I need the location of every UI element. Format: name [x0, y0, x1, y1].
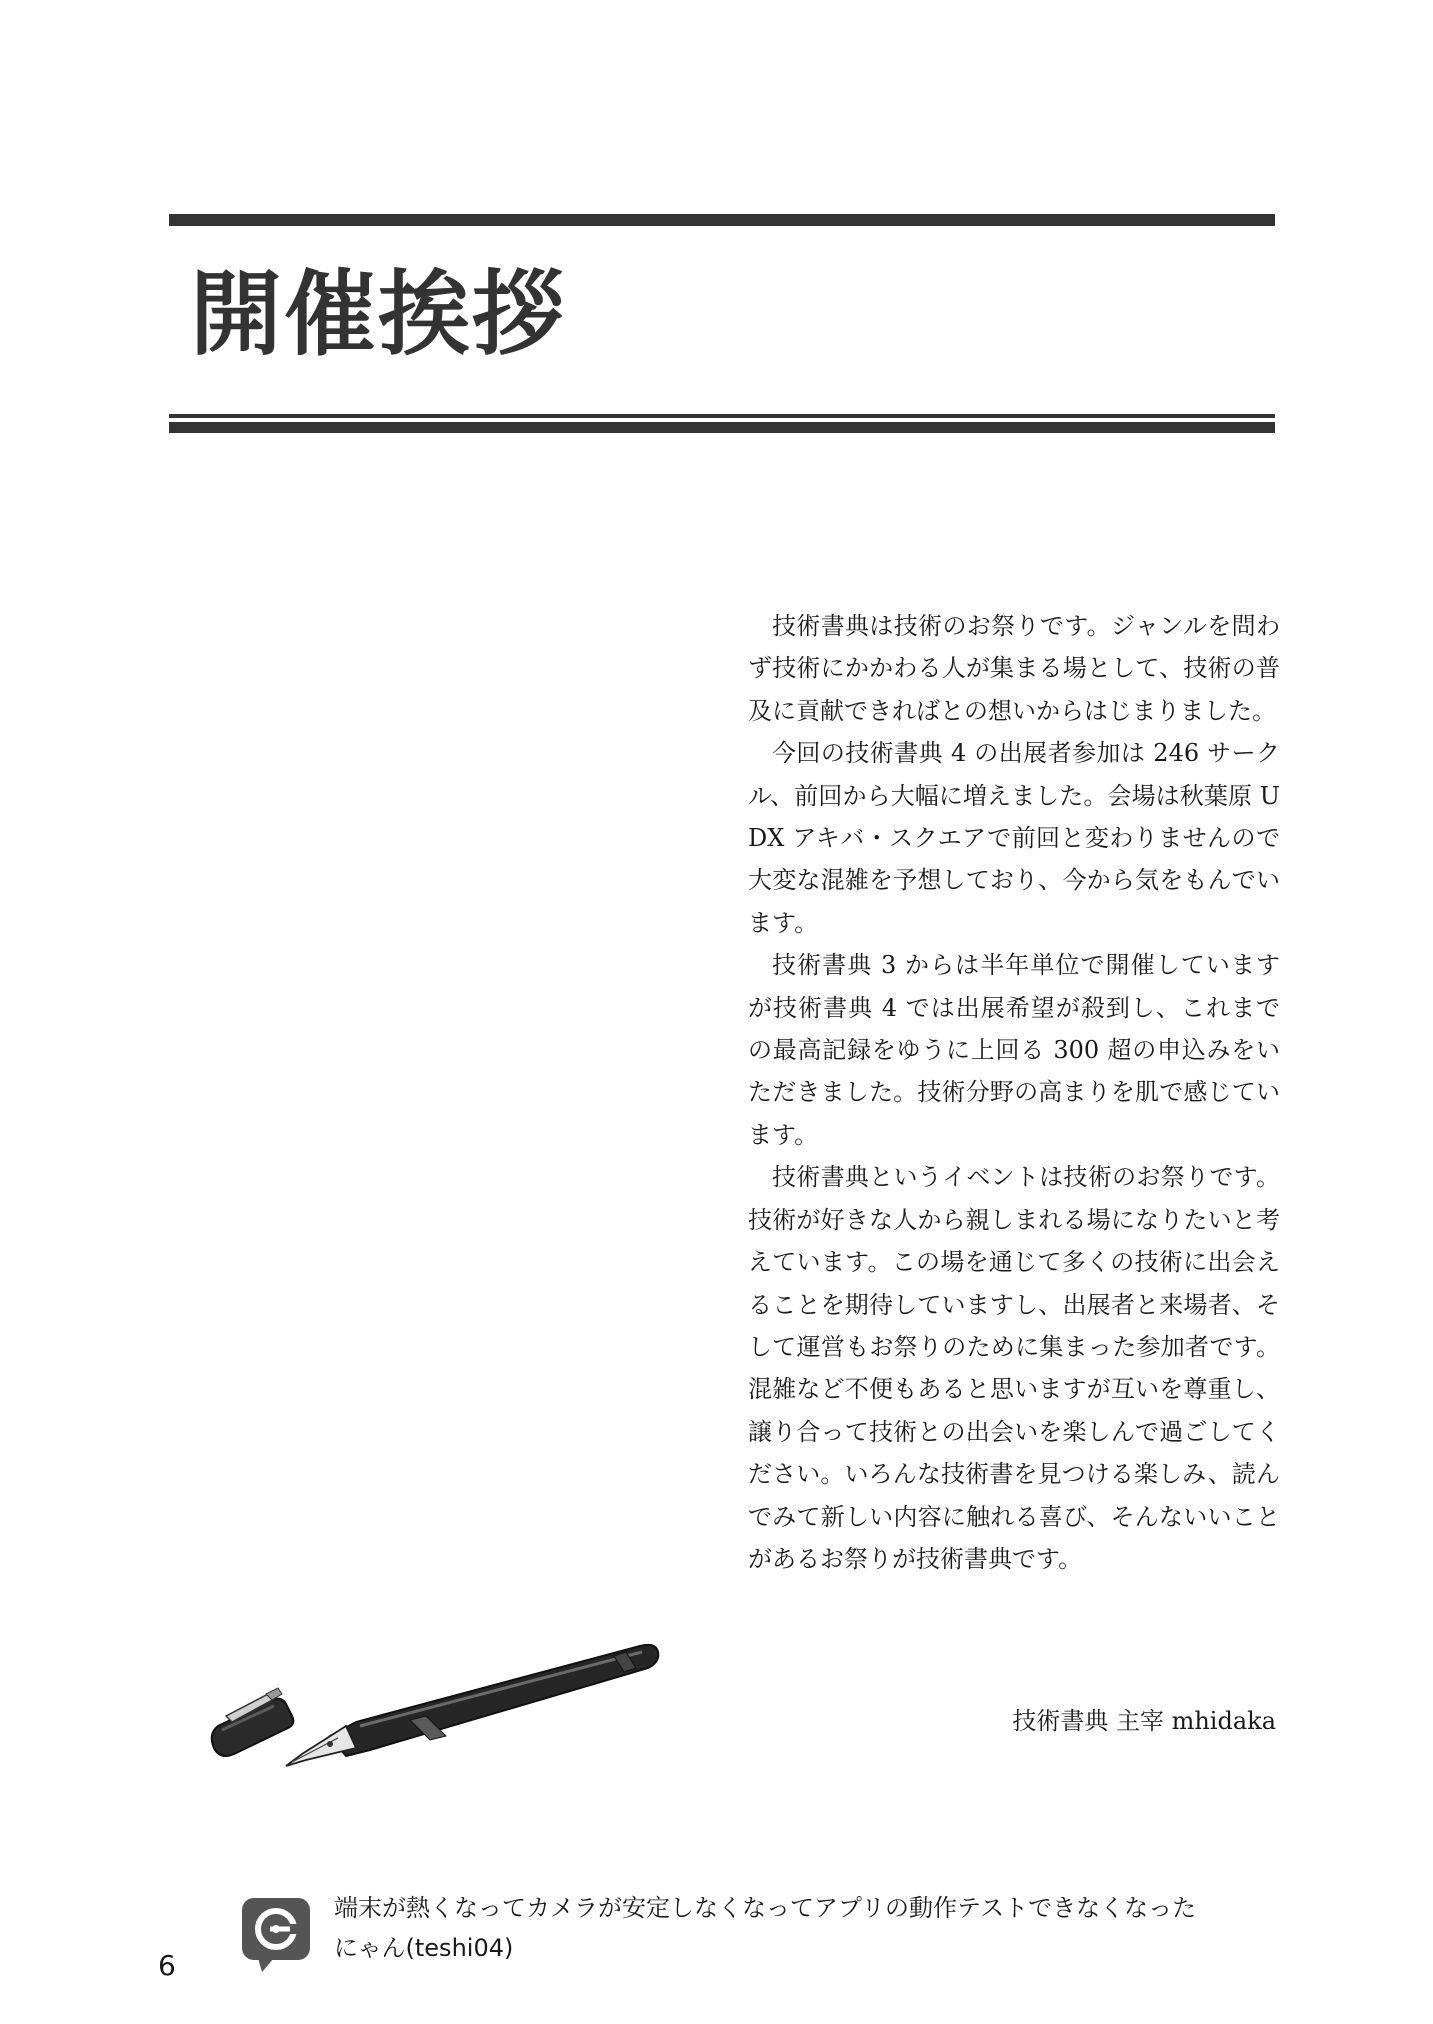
footnote-line-2: にゃん(teshi04) [334, 1934, 514, 1962]
footnote-comment [334, 1888, 1274, 1968]
paragraph-1: 技術書典は技術のお祭りです。ジャンルを問わず技術にかかわる人が集まる場として、技術の普及に貢献できればとの想いからはじまりました。 [748, 612, 1280, 725]
paragraph-3: 技術書典 3 からは半年単位で開催していますが技術書典 4 では出展希望が殺到し、これまでの最高記録をゆうに上回る 300 超の申込みをいただきました。技術分野の高まりを肌で感じています。 [748, 951, 1280, 1149]
pen-cap [212, 1688, 294, 1756]
title-rule-bottom-thin [169, 414, 1275, 418]
speech-bubble-logo-icon [240, 1896, 312, 1974]
paragraph-2: 今回の技術書典 4 の出展者参加は 246 サークル、前回から大幅に増えました。会場は秋葉原 UDX アキバ・スクエアで前回と変わりませんので大変な混雑を予想しており、今から気をもんでいます。 [748, 739, 1280, 937]
signature: 技術書典 主宰 mhidaka [1012, 1707, 1276, 1735]
page-title: 開催挨拶 [190, 261, 567, 368]
page-number: 6 [158, 1949, 176, 1982]
title-rule-bottom-thick [169, 422, 1275, 433]
fountain-pen-icon [210, 1630, 660, 1770]
footnote-line-1: 端末が熱くなってカメラが安定しなくなってアプリの動作テストできなくなった [334, 1894, 1197, 1922]
paragraph-4: 技術書典というイベントは技術のお祭りです。技術が好きな人から親しまれる場になりたいと考えています。この場を通じて多くの技術に出会えることを期待していますし、出展者と来場者、そして運営もお祭りのために集まった参加者です。混雑など不便もあると思いますが互いを尊重し、譲り合って技術との出会いを楽しんで過ごしてください。いろんな技術書を見つける楽しみ、読んでみて新しい内容に触れる喜び、そんないいことがあるお祭りが技術書典です。 [748, 1163, 1280, 1573]
title-rule-top [169, 214, 1275, 226]
greeting-body [748, 605, 1280, 1580]
pen-nib [286, 1726, 356, 1766]
pen-body [330, 1645, 658, 1756]
